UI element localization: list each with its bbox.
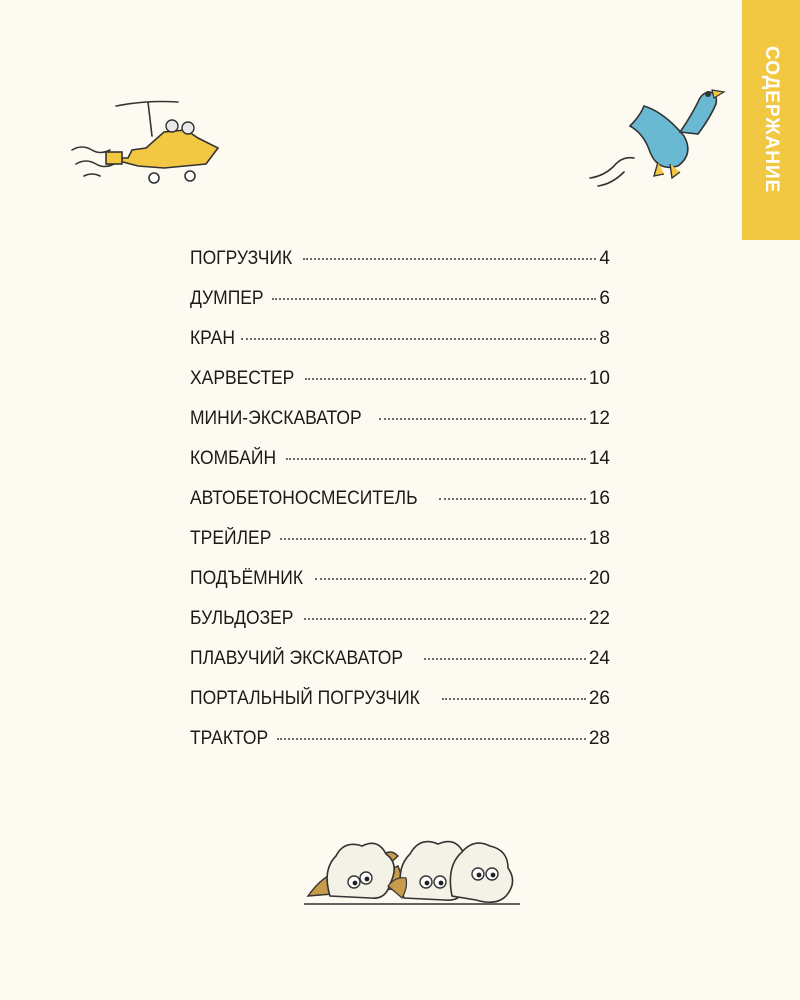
toc-leader-dots [439,498,585,500]
toc-entry-page: 16 [588,488,610,509]
toc-entry-title: БУЛЬДОЗЕР [190,608,294,629]
toc-entry-page: 22 [588,608,610,629]
toc-entry-page: 18 [588,528,610,549]
toc-entry[interactable] [190,248,610,288]
toc-entry-title: ТРАКТОР [190,728,269,749]
toc-leader-dots [315,578,586,580]
toc-leader-dots [277,738,586,740]
toc-entry[interactable] [190,288,610,328]
toc-entry-title: ПОГРУЗЧИК [190,248,293,269]
toc-entry[interactable] [190,528,610,568]
toc-entry-page: 6 [599,288,610,309]
toc-entry-title: ПОДЪЁМНИК [190,568,304,589]
toc-leader-dots [272,298,596,300]
toc-entry-title: ДУМПЕР [190,288,264,309]
toc-entry-page: 14 [588,448,610,469]
toc-leader-dots [303,258,596,260]
toc-leader-dots [379,418,586,420]
toc-entry[interactable] [190,488,610,528]
toc-entry-title: ТРЕЙЛЕР [190,528,272,549]
contents-side-tab [742,0,800,240]
toc-entry[interactable] [190,608,610,648]
toc-leader-dots [280,538,585,540]
toc-entry[interactable] [190,408,610,448]
toc-entry[interactable] [190,728,610,768]
toc-entry[interactable] [190,368,610,408]
toc-entry-title: ПЛАВУЧИЙ ЭКСКАВАТОР [190,648,404,669]
toc-entry[interactable] [190,688,610,728]
toc-leader-dots [286,458,586,460]
toc-entry-title: ХАРВЕСТЕР [190,368,295,389]
toc-leader-dots [442,698,586,700]
toc-entry-page: 26 [588,688,610,709]
toc-entry-page: 20 [588,568,610,589]
toc-entry-title: КОМБАЙН [190,448,277,469]
toc-entry-title: МИНИ-ЭКСКАВАТОР [190,408,362,429]
toc-entry-page: 24 [588,648,610,669]
toc-leader-dots [304,618,585,620]
table-of-contents [190,248,610,768]
toc-entry-title: КРАН [190,328,235,349]
toc-leader-dots [241,338,597,340]
toc-entry-title: ПОРТАЛЬНЫЙ ПОГРУЗЧИК [190,688,420,709]
toc-entry-page: 4 [599,248,610,269]
toc-entry[interactable] [190,648,610,688]
toc-entry-title: АВТОБЕТОНОСМЕСИТЕЛЬ [190,488,418,509]
toc-entry-page: 8 [599,328,610,349]
toc-entry-page: 10 [588,368,610,389]
toc-entry[interactable] [190,448,610,488]
flying-goose-illustration [584,82,734,192]
contents-tab-label: СОДЕРЖАНИЕ [761,46,782,194]
toc-entry[interactable] [190,568,610,608]
toc-leader-dots [424,658,586,660]
toc-entry-page: 12 [588,408,610,429]
gyrocopter-mice-illustration [68,92,228,192]
toc-entry[interactable] [190,328,610,368]
toc-entry-page: 28 [588,728,610,749]
sheep-peeking-illustration [302,826,522,910]
toc-leader-dots [305,378,585,380]
